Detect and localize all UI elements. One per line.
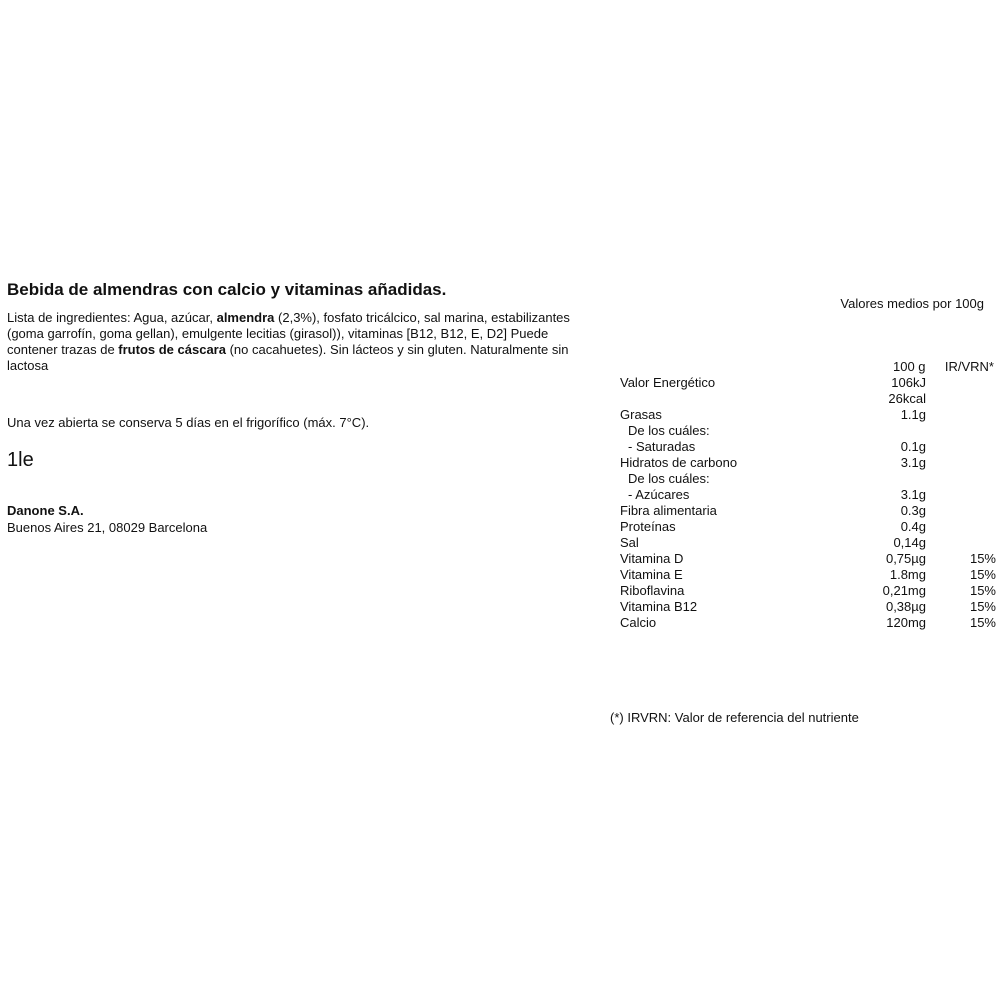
nutrient-vrn: 15% — [969, 615, 996, 630]
per-100g-label: Valores medios por 100g — [840, 296, 984, 311]
nutrient-value: 3.1g — [900, 455, 926, 470]
nutrition-row — [620, 615, 996, 631]
ingredients-text: Lista de ingredientes: Agua, azúcar, — [7, 310, 217, 325]
company-name: Danone S.A. — [7, 503, 84, 518]
nutrition-row — [620, 567, 996, 583]
nutrition-row — [620, 535, 996, 551]
conservation-note: Una vez abierta se conserva 5 días en el frigorífico (máx. 7°C). — [7, 415, 370, 430]
nutrient-label: Sal — [620, 535, 639, 550]
nutrient-label: - Saturadas — [628, 439, 696, 454]
nutrient-label: - Azúcares — [628, 487, 690, 502]
nutrient-value: 26kcal — [888, 391, 926, 406]
nutrition-row — [620, 551, 996, 567]
ingredients-text: (no cacahuetes). Sin lácteos y sin gluten. Naturalmente sin lactosa — [7, 342, 569, 373]
nutrient-vrn: 15% — [969, 551, 996, 566]
nutrient-label: Vitamina D — [620, 551, 684, 566]
company-info — [7, 502, 207, 536]
nutrient-label: Grasas — [620, 407, 662, 422]
nutrition-row — [620, 407, 996, 423]
nutrition-row — [620, 423, 996, 439]
nutrition-row — [620, 487, 996, 503]
nutrition-row — [620, 455, 996, 471]
volume-label: 1le — [7, 449, 34, 471]
nutrient-value: 0,14g — [893, 535, 926, 550]
footnote: (*) IRVRN: Valor de referencia del nutriente — [610, 710, 859, 725]
nutrient-label: Calcio — [620, 615, 657, 630]
nutrient-label: Vitamina E — [620, 567, 683, 582]
nutrition-row — [620, 391, 996, 407]
nutrient-label: Vitamina B12 — [620, 599, 698, 614]
nutrient-value: 106kJ — [891, 375, 926, 390]
nutrient-vrn: 15% — [969, 583, 996, 598]
company-address: Buenos Aires 21, 08029 Barcelona — [7, 520, 208, 535]
header-100g: 100 g — [893, 359, 926, 374]
nutrition-row — [620, 503, 996, 519]
nutrient-value: 3.1g — [900, 487, 926, 502]
nutrient-vrn: 15% — [969, 567, 996, 582]
nutrient-value: 0,21mg — [882, 583, 926, 598]
nutrient-value: 0,38µg — [885, 599, 926, 614]
nutrient-value: 0.1g — [900, 439, 926, 454]
product-title: Bebida de almendras con calcio y vitaminas añadidas. — [7, 280, 447, 299]
nutrient-label: Proteínas — [620, 519, 676, 534]
nutrient-value: 0,75µg — [885, 551, 926, 566]
header-vrn: IR/VRN* — [944, 359, 994, 374]
nutrition-header — [0, 359, 1000, 375]
allergen-frutos-cascara: frutos de cáscara — [118, 342, 226, 357]
nutrient-value: 0.3g — [900, 503, 926, 518]
ingredients-text: (2,3%), fosfato tricálcico, sal marina, estabilizantes (goma garrofín, goma gellan), emulgente lecitias (girasol)), vitaminas [B12, B12, E, D2] Puede contener trazas de — [7, 310, 570, 357]
nutrition-row — [620, 439, 996, 455]
nutrient-value: 1.8mg — [889, 567, 926, 582]
nutrient-value: 0.4g — [900, 519, 926, 534]
nutrient-label: Valor Energético — [620, 375, 716, 390]
nutrition-row — [620, 599, 996, 615]
nutrient-label: De los cuáles: — [628, 471, 710, 486]
nutrient-vrn: 15% — [969, 599, 996, 614]
nutrition-row — [620, 519, 996, 535]
allergen-almendra: almendra — [216, 310, 275, 325]
nutrient-label: Riboflavina — [620, 583, 685, 598]
nutrient-label: Hidratos de carbono — [620, 455, 738, 470]
nutrition-table — [620, 375, 996, 631]
nutrition-row — [620, 583, 996, 599]
nutrition-row — [620, 375, 996, 391]
nutrient-label: Fibra alimentaria — [620, 503, 717, 518]
nutrient-label: De los cuáles: — [628, 423, 710, 438]
nutrient-value: 1.1g — [900, 407, 926, 422]
nutrition-row — [620, 471, 996, 487]
nutrient-value: 120mg — [886, 615, 926, 630]
